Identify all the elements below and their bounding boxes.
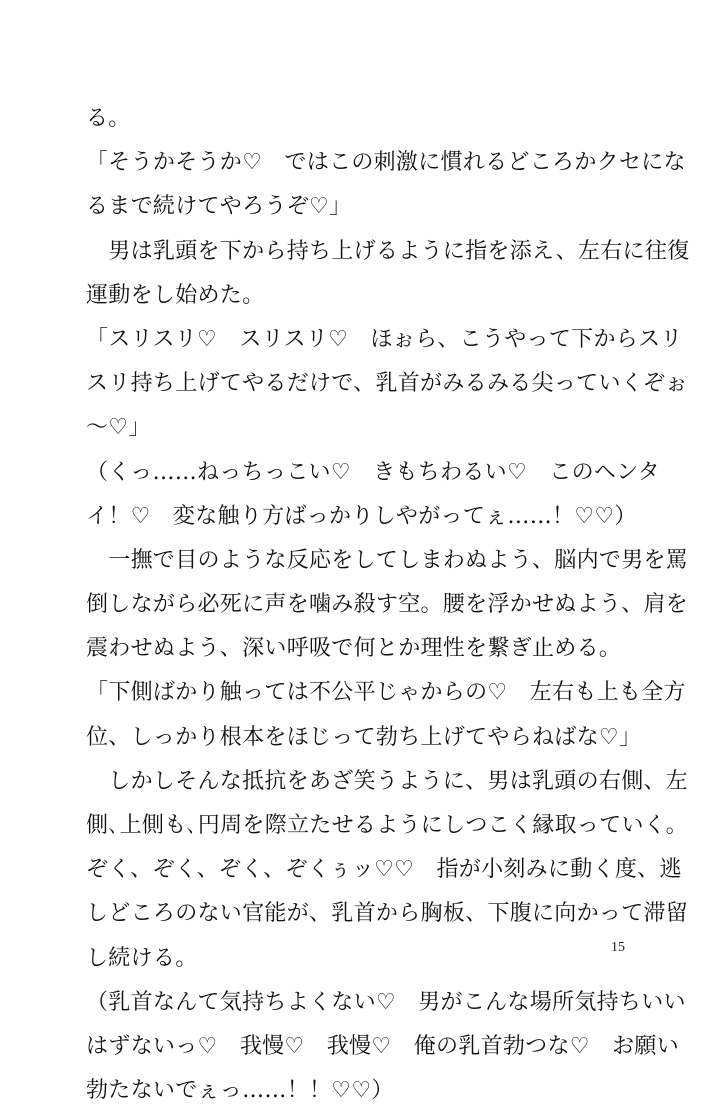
text-line: 倒しながら必死に声を噛み殺す空。腰を浮かせぬよう、肩を	[86, 592, 689, 618]
text-line: 勃たないでぇっ……！！♡♡）	[86, 1078, 394, 1104]
page-number: 15	[611, 940, 625, 955]
text-line: ぞく、ぞく、ぞく、ぞくぅッ♡♡ 指が小刻みに動く度、逃	[86, 857, 682, 883]
text-line: る。	[86, 106, 131, 131]
text-line: 側､上側も､円周を際立たせるようにしつこく縁取っていく。	[86, 813, 688, 838]
text-line: 〜♡」	[86, 415, 151, 441]
text-line: はずないっ♡ 我慢♡ 我慢♡ 俺の乳首勃つな♡ お願い	[86, 1033, 679, 1059]
text-line: 「そうかそうか♡ ではこの刺激に慣れるどころかクセにな	[86, 150, 686, 176]
text-line: イ！♡ 変な触り方ばっかりしやがってぇ……！♡♡）	[86, 503, 637, 529]
text-line: 「下側ばかり触っては不公平じゃからの♡ 左右も上も全方	[86, 680, 686, 706]
text-line: 男は乳頭を下から持ち上げるように指を添え、左右に往復	[86, 238, 690, 264]
text-line: 「スリスリ♡ スリスリ♡ ほぉら、こうやって下からスリ	[86, 326, 683, 352]
text-line: スリ持ち上げてやるだけで、乳首がみるみる尖っていくぞぉ	[86, 371, 688, 397]
text-line: （くっ……ねっちっこい♡ きもちわるい♡ このヘンタ	[86, 459, 660, 485]
text-line: （乳首なんて気持ちよくない♡ 男がこんな場所気持ちいい	[86, 989, 686, 1015]
text-line: 運動をし始めた。	[86, 282, 265, 308]
text-line: るまで続けてやろうぞ♡」	[86, 194, 352, 220]
body-text	[86, 97, 690, 1113]
text-line: し続ける。	[86, 945, 198, 971]
text-line: 震わせぬよう、深い呼吸で何とか理性を繋ぎ止める。	[86, 636, 622, 662]
text-line: しかしそんな抵抗をあざ笑うように、男は乳頭の右側、左	[86, 768, 689, 794]
text-line: 一撫で目のような反応をしてしまわぬよう、脳内で男を罵	[86, 547, 689, 573]
text-line: 位、しっかり根本をほじって勃ち上げてやらねばな♡」	[86, 724, 642, 750]
text-line: しどころのない官能が、乳首から胸板、下腹に向かって滞留	[86, 901, 689, 927]
